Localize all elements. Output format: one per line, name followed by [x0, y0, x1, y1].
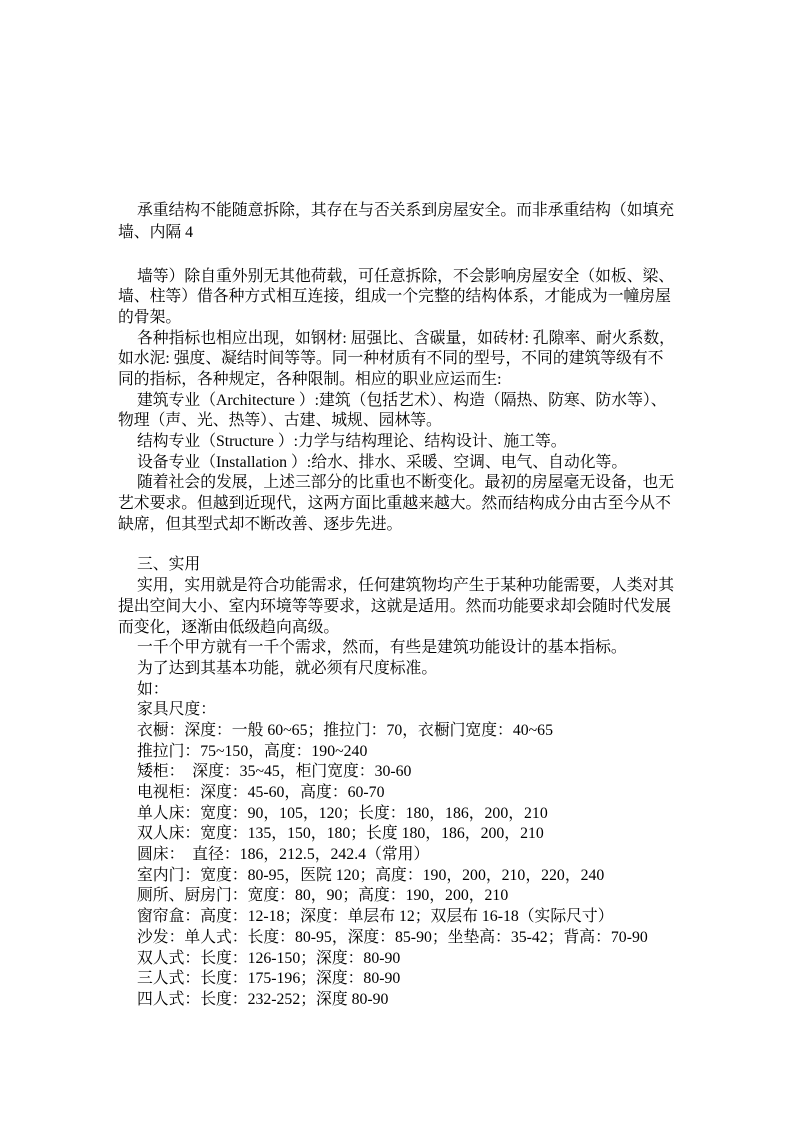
- paragraph-line: 物理（声、光、热等）、古建、城规、园林等。: [118, 412, 442, 430]
- furniture-item: 窗帘盒：高度：12-18；深度：单层布 12；双层布 16-18（实际尺寸）: [137, 908, 614, 926]
- furniture-item: 厕所、厨房门：宽度：80，90；高度：190，200，210: [137, 887, 509, 905]
- paragraph-line: 墙等）除自重外别无其他荷载，可任意拆除，不会影响房屋安全（如板、梁、: [137, 267, 675, 285]
- furniture-item: 双人床：宽度：135，150，180；长度 180，186，200，210: [137, 825, 544, 843]
- furniture-title: 家具尺度：: [137, 701, 216, 719]
- paragraph-line: 墙、柱等）借各种方式相互连接，组成一个完整的结构体系，才能成为一幢房屋: [118, 288, 671, 306]
- furniture-item: 推拉门：75~150，高度：190~240: [137, 742, 368, 760]
- furniture-item: 三人式：长度：175-196；深度：80-90: [137, 970, 401, 988]
- paragraph-line: 同的指标，各种规定，各种限制。相应的职业应运而生:: [118, 371, 502, 389]
- paragraph-line: 的骨架。: [118, 308, 182, 326]
- furniture-item: 四人式：长度：232-252；深度 80-90: [137, 990, 389, 1008]
- paragraph-line: 建筑专业（Architecture ）:建筑（包括艺术）、构造（隔热、防寒、防水等）、: [137, 391, 667, 409]
- furniture-item: 衣橱：深度：一般 60~65；推拉门：70，衣橱门宽度：40~65: [137, 721, 553, 739]
- paragraph-line: 如水泥: 强度、凝结时间等等。同一种材质有不同的型号，不同的建筑等级有不: [118, 350, 664, 368]
- furniture-item: 单人床：宽度：90，105，120；长度：180，186，200，210: [137, 804, 548, 822]
- paragraph-line: 为了达到其基本功能，就必须有尺度标准。: [137, 659, 438, 677]
- furniture-item: 双人式：长度：126-150；深度：80-90: [137, 949, 401, 967]
- furniture-item: 圆床： 直径：186，212.5，242.4（常用）: [137, 846, 430, 864]
- paragraph-line: 提出空间大小、室内环境等等要求，这就是适用。然而功能要求却会随时代发展: [118, 597, 671, 615]
- furniture-item: 电视柜：深度：45-60，高度：60-70: [137, 784, 385, 801]
- document-body: [118, 201, 718, 1011]
- furniture-item: 矮柜： 深度：35~45，柜门宽度：30-60: [137, 763, 412, 781]
- paragraph-line: 艺术要求。但越到近现代，这两方面比重越来越大。然而结构成分由古至今从不: [118, 495, 671, 513]
- paragraph-line: 墙、内隔 4: [118, 223, 194, 241]
- paragraph-line: 实用，实用就是符合功能需求，任何建筑物均产生于某种功能需要，人类对其: [137, 577, 675, 595]
- paragraph-line: 缺席，但其型式却不断改善、逐步先进。: [118, 515, 403, 533]
- paragraph-line: 结构专业（Structure ）:力学与结构理论、结构设计、施工等。: [137, 433, 567, 451]
- furniture-item: 沙发：单人式：长度：80-95，深度：85-90；坐垫高：35-42；背高：70-90: [137, 928, 648, 946]
- paragraph-line: 设备专业（Installation ）:给水、排水、采暖、空调、电气、自动化等。: [137, 453, 628, 471]
- paragraph-line: 各种指标也相应出现，如钢材: 屈强比、含碳量，如砖材: 孔隙率、耐火系数，: [137, 329, 675, 347]
- furniture-item: 室内门：宽度：80-95，医院 120；高度：190，200，210，220，240: [137, 866, 605, 884]
- paragraph-line: 承重结构不能随意拆除，其存在与否关系到房屋安全。而非承重结构（如填充: [137, 201, 675, 219]
- paragraph-line: 如：: [137, 680, 169, 698]
- paragraph-line: 一千个甲方就有一千个需求，然而，有些是建筑功能设计的基本指标。: [137, 639, 627, 657]
- section-heading: 三、实用: [137, 556, 201, 574]
- paragraph-line: 而变化，逐渐由低级趋向高级。: [118, 618, 340, 636]
- paragraph-line: 随着社会的发展，上述三部分的比重也不断变化。最初的房屋毫无设备，也无: [137, 474, 675, 492]
